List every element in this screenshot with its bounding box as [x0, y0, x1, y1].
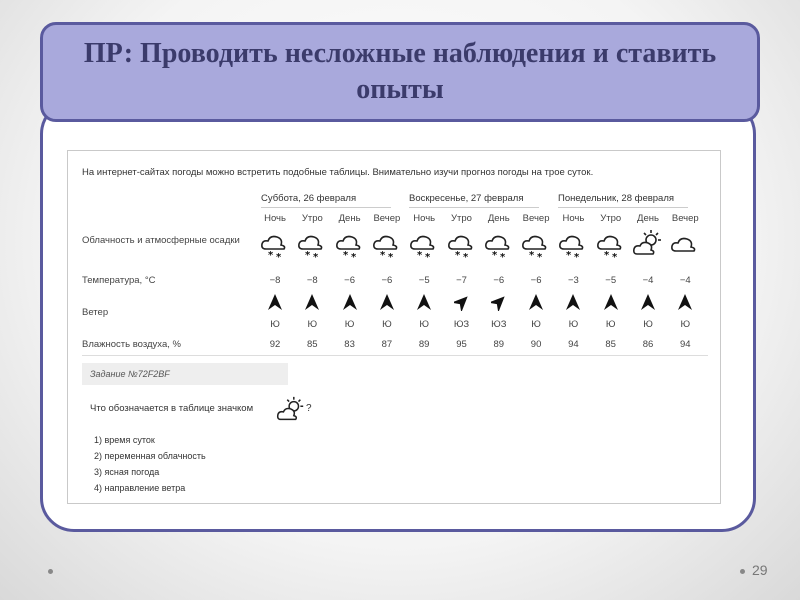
wind-arrow-s-icon — [603, 293, 619, 311]
wind-arrow-s-icon — [528, 293, 544, 311]
snow-cloud-icon — [296, 229, 328, 261]
day-header-mon — [558, 193, 674, 204]
divider — [82, 355, 708, 356]
day-label: Воскресенье, 27 февраля — [409, 193, 524, 204]
humidity-value: 85 — [307, 339, 318, 350]
svg-text:*: * — [566, 250, 572, 261]
cloud-icon — [669, 229, 701, 261]
wind-arrow-s-icon — [565, 293, 581, 311]
humidity-value: 83 — [344, 339, 355, 350]
wind-arrow-s-icon — [267, 293, 283, 311]
svg-text:*: * — [529, 250, 535, 261]
answer-option-2[interactable]: 2) переменная облачность — [94, 451, 206, 461]
snow-cloud-icon — [446, 229, 478, 261]
wind-arrow-s-icon — [416, 293, 432, 311]
temperature-value: −3 — [567, 275, 579, 286]
day-header-sun — [409, 193, 524, 204]
wind-direction-value: ЮЗ — [491, 319, 507, 330]
wind-direction-value: Ю — [643, 319, 653, 330]
temperature-value: −7 — [456, 275, 467, 286]
humidity-value: 89 — [418, 339, 430, 350]
svg-text:*: * — [268, 250, 274, 261]
day-header-sat — [261, 193, 356, 204]
period-label: Ночь — [562, 213, 585, 224]
snow-cloud-icon — [334, 229, 366, 261]
wind-direction-value: Ю — [270, 319, 280, 330]
period-label: Вечер — [671, 213, 699, 224]
wind-arrow-s-icon — [379, 293, 395, 311]
svg-text:*: * — [499, 252, 506, 261]
svg-text:*: * — [603, 250, 609, 261]
humidity-value: 87 — [381, 339, 393, 350]
snow-cloud-icon — [483, 229, 515, 261]
wind-arrow-s-icon — [640, 293, 656, 311]
wind-arrow-s-icon — [304, 293, 320, 311]
period-label: Вечер — [522, 213, 550, 224]
row-label-temp: Температура, °С — [82, 275, 156, 286]
svg-text:*: * — [387, 252, 394, 261]
temperature-value: −8 — [269, 275, 281, 286]
task-label: Задание №72F2BF — [82, 363, 288, 385]
svg-text:*: * — [276, 252, 282, 261]
svg-text:*: * — [574, 252, 580, 261]
wind-arrow-s-icon — [677, 293, 693, 311]
period-label: Вечер — [373, 213, 401, 224]
humidity-value: 89 — [493, 339, 505, 350]
temperature-value: −8 — [306, 275, 318, 286]
svg-text:*: * — [462, 252, 468, 261]
humidity-value: 92 — [269, 339, 281, 350]
nav-dot-right — [740, 569, 745, 574]
snow-cloud-icon — [408, 229, 440, 261]
wind-direction-value: Ю — [605, 319, 616, 330]
row-label-cloud: Облачность и атмосферные осадки — [82, 235, 240, 246]
snow-cloud-icon — [520, 229, 552, 261]
temperature-value: −6 — [493, 275, 505, 286]
temperature-value: −6 — [530, 275, 542, 286]
period-label: Утро — [600, 213, 622, 224]
page-number: 29 — [752, 562, 768, 578]
svg-text:*: * — [305, 250, 311, 261]
temperature-value: −5 — [418, 275, 430, 286]
nav-dot-left — [48, 569, 53, 574]
snow-cloud-icon — [371, 229, 403, 261]
period-label: Ночь — [413, 213, 436, 224]
svg-text:*: * — [537, 252, 543, 261]
temperature-value: −6 — [344, 275, 356, 286]
wind-direction-value: Ю — [568, 319, 579, 330]
wind-direction-value: Ю — [344, 319, 355, 330]
period-label: Утро — [301, 213, 323, 224]
snow-cloud-icon — [595, 229, 627, 261]
temperature-value: −4 — [642, 275, 654, 286]
slide-title: ПР: Проводить несложные наблюдения и ставить опыты — [83, 38, 717, 105]
answer-option-3[interactable]: 3) ясная погода — [94, 467, 160, 477]
row-label-humidity: Влажность воздуха, % — [82, 339, 181, 350]
humidity-value: 85 — [605, 339, 616, 350]
temperature-value: −5 — [605, 275, 617, 286]
partly-cloudy-icon — [276, 395, 306, 425]
humidity-value: 90 — [530, 339, 542, 350]
svg-text:*: * — [425, 252, 431, 261]
svg-text:*: * — [342, 250, 348, 261]
humidity-value: 94 — [680, 339, 691, 350]
wind-direction-value: Ю — [382, 319, 392, 330]
wind-direction-value: Ю — [307, 319, 318, 330]
day-label: Суббота, 26 февраля — [261, 193, 357, 204]
wind-arrow-sw-icon — [454, 293, 470, 311]
wind-arrow-s-icon — [342, 293, 358, 311]
row-label-wind: Ветер — [82, 307, 109, 318]
humidity-value: 86 — [642, 339, 654, 350]
wind-direction-value: Ю — [531, 319, 541, 330]
question-mark: ? — [306, 403, 312, 414]
title-banner — [40, 22, 760, 122]
weather-table-screenshot — [67, 150, 721, 504]
svg-text:*: * — [611, 252, 617, 261]
wind-direction-value: Ю — [419, 319, 429, 330]
humidity-value: 94 — [568, 339, 579, 350]
snow-cloud-icon — [259, 229, 291, 261]
svg-text:*: * — [417, 250, 423, 261]
svg-text:*: * — [454, 250, 460, 261]
intro-text: На интернет-сайтах погоды можно встретить подобные таблицы. Внимательно изучи прогноз погоды на трое суток. — [82, 167, 594, 178]
wind-direction-value: Ю — [680, 319, 691, 330]
question-text: Что обозначается в таблице значком — [90, 403, 254, 414]
temperature-value: −4 — [679, 275, 691, 286]
period-label: День — [487, 213, 510, 224]
snow-cloud-icon — [557, 229, 589, 261]
period-label: Утро — [451, 213, 472, 224]
temperature-value: −6 — [381, 275, 393, 286]
period-label: Ночь — [264, 213, 286, 224]
svg-text:*: * — [313, 252, 319, 261]
answer-option-1[interactable]: 1) время суток — [94, 435, 155, 445]
period-label: День — [338, 213, 361, 224]
wind-direction-value: ЮЗ — [453, 319, 470, 330]
day-label: Понедельник, 28 февраля — [558, 193, 675, 204]
humidity-value: 95 — [456, 339, 467, 350]
svg-text:*: * — [350, 252, 356, 261]
partly-cloudy-icon — [632, 229, 664, 261]
svg-text:*: * — [491, 250, 498, 261]
period-label: День — [637, 213, 659, 224]
svg-text:*: * — [379, 250, 386, 261]
wind-arrow-sw-icon — [491, 293, 507, 311]
answer-option-4[interactable]: 4) направление ветра — [94, 483, 186, 493]
